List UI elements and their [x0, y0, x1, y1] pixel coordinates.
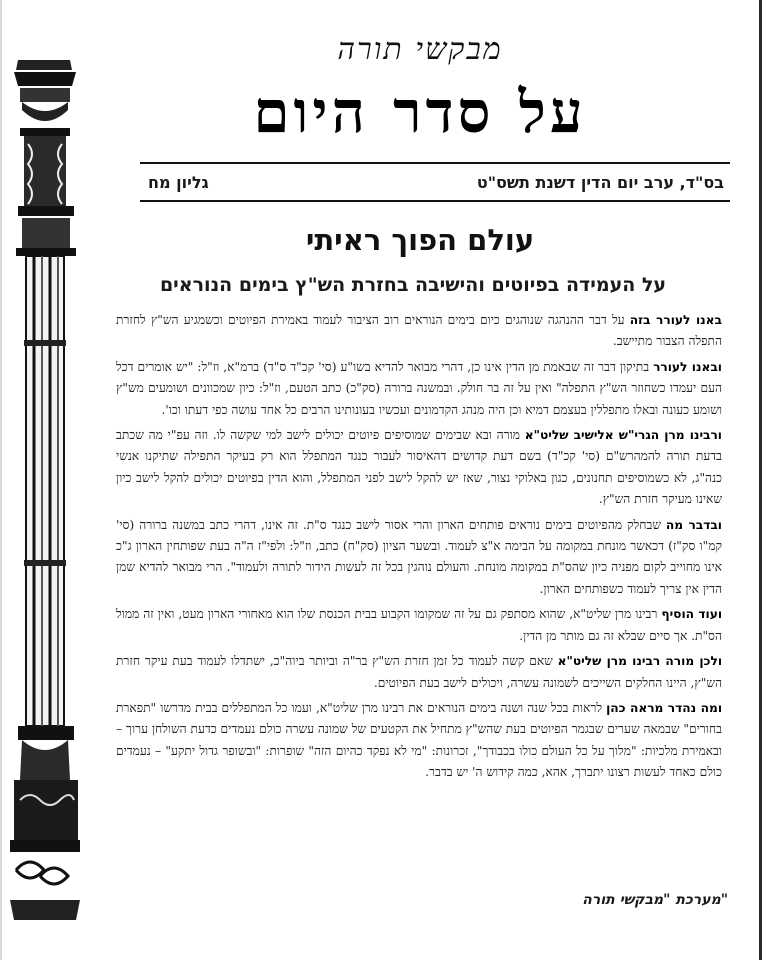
editorial-signature: מערכת "מבקשי תורה": [582, 892, 728, 908]
scan-edge-left: [0, 0, 2, 960]
paragraph-lead: ובדבר מה: [665, 517, 722, 532]
article-title: עולם הפוך ראיתי: [305, 223, 535, 257]
paragraph-lead: ועוד הוסיף: [661, 607, 723, 622]
paragraph-2: [116, 357, 722, 421]
issue-bar: [140, 162, 730, 202]
paragraph-5: [116, 604, 722, 647]
article-subtitle: על העמידה בפיוטים והישיבה בחזרת הש"ץ בימים הנוראים: [159, 274, 667, 296]
paragraph-3: [116, 425, 722, 511]
paragraph-1: [116, 310, 722, 353]
paragraph-4: [116, 515, 722, 601]
paragraph-text: שאם קשה לעמוד כל זמן חזרת הש"ץ בר"ה וביותר ביוה"כ, ישתדלו לעמוד בעת עיקר חזרת הש"ץ, היינו החלקים השייכים לשמונה עשרה, ויכולים לישב בעת הפיוטים.: [116, 654, 722, 690]
article-body: [116, 310, 722, 788]
column-illustration: [10, 40, 80, 940]
paragraph-text: מורה ובא שבימים שמוסיפים פיוטים יכולים לישב למי שקשה לו. וזה עפ"י מה שכתב בדעת תורה להמהרש"ם (סי' קכ"ד) בשם דעת קדושים דהאיסור לעבור כנגד המתפלל הוא רק בעיקר התפילה שתיקנו אנשי כנה"ג, לא כשמוסיפים תחנונים, כגון באלוקי נצור, שאז יש להקל לישב לפני המתפלל, והוא הדין בפיוטים יכולים להקל לישב כיון שאינו מעיקר חזרת הש"ץ.: [116, 428, 722, 507]
decorative-column-image: [10, 40, 80, 940]
issue-number: גליון מח: [148, 172, 209, 192]
masthead-title: על סדר היום: [253, 78, 587, 146]
paragraph-text: רבינו מרן שליט"א, שהוא מסתפק גם על זה שמקומו הקבוע בבית הכנסת שלו הוא מאחורי הארון מעט, ואין זה ממול הס"ת. אך סיים שבלא זה גם מותר מן הדין.: [116, 607, 722, 643]
paragraph-text: שבחלק מהפיוטים בימים נוראים פותחים הארון והרי אסור לישב כנגד ס"ת. זה אינו, דהרי כתב במשנה ברורה (סי' קמ"ו סק"ז) דכאשר מונחת במקומה על הבימה א"צ לעמוד. ובשער הציון (סק"ח) כתב, וז"ל: ולפי"ז ה"ה בעת שפותחין הארון ג"כ אינו מחוייב לקום מפניה כיון שהס"ת במקומה מונחת. והעולם נוהגין בכל זה לעשות הידור לתורה ולעמוד". הרי מבואר להדיא שמן הדין אין צריך לעמוד כשפותחים הארון.: [116, 517, 722, 596]
paragraph-lead: באנו לעורר בזה: [629, 313, 722, 327]
paragraph-6: [116, 651, 722, 694]
masthead-publisher: מבקשי תורה: [337, 32, 503, 67]
newsletter-page: [100, 20, 740, 950]
paragraph-7: [116, 698, 722, 784]
paragraph-lead: ומה נהדר מראה כהן: [606, 700, 723, 715]
paragraph-text: לראות בכל שנה ושנה בימים הנוראים את רבינו מרן שליט"א, ועמו כל המתפללים בבית מדרשו "תפארת בחורים" שבמאה שערים שבגמר הפיוטים בעת שהש"ץ מתחיל את הקטעים של שמונה עשרה כולם נעמדים כדעת השולחן ערוך – ובאמירת מלכיות: "מלוך על כל העולם כולו בכבודך", זכרונות: "מי לא נפקד כהיום הזה" שופרות: "ובשופר גדול יתקע" – נעמדים כולם כאחד לעשות רצונו יתברך, אהא, כמה קידוש ה' יש בדבר.: [116, 700, 722, 780]
paragraph-text: על דבר ההנהגה שנוהגים כיום בימים הנוראים רוב הציבור לעמוד באמירת הפיוטים וכשמגיע הש"ץ לחזרת התפלה הצבור מתיישב.: [116, 313, 722, 349]
scan-edge-right: [759, 0, 762, 960]
paragraph-text: בתיקון דבר זה שבאמת מן הדין אינו כן, דהרי מבואר להדיא בשו"ע (סי' קכ"ד ס"ד) ברמ"א, וז"ל: "יש אומרים דכל העם יעמדו כשחוזר הש"ץ התפלה" ואין על זה בר חולק. ובמשנה ברורה (סק"כ) כתב הטעם, וז"ל: כיון שמכוונים ושומעים מש"ץ ושומע כעונה ובאלו מתפללין בעצמם דמיא וכן היה מנהג הקדמונים ועכשיו בעונותינו הרבים כל אחד עושה כפי דעתו וכו'.: [116, 359, 722, 417]
paragraph-lead: ולכן מורה רבינו מרן שליט"א: [557, 654, 723, 669]
paragraph-lead: ובאנו לעורר: [653, 359, 722, 374]
paragraph-lead: ורבינו מרן הגרי"ש אלישיב שליט"א: [524, 428, 722, 443]
issue-dateline: בס"ד, ערב יום הדין דשנת תשס"ט: [476, 172, 724, 192]
